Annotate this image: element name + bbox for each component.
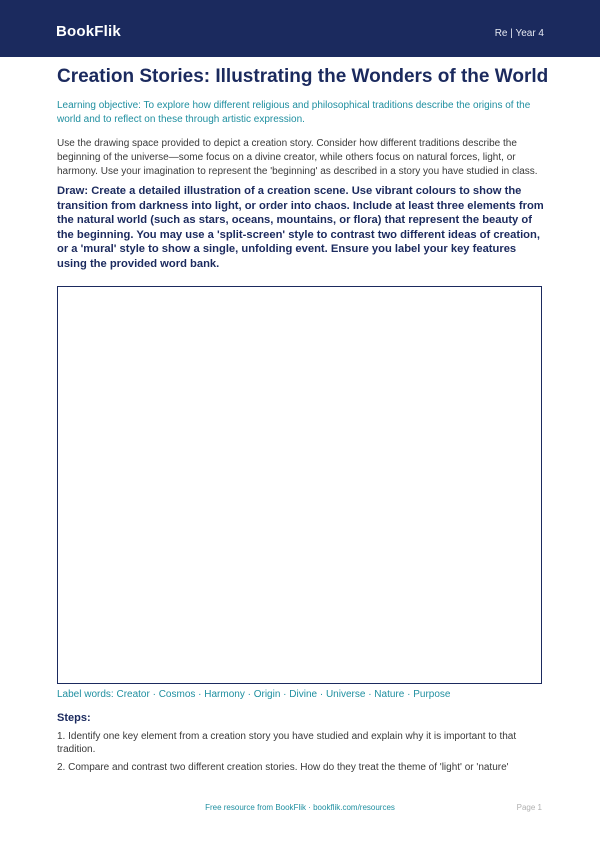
page-number: Page 1 [516, 803, 542, 812]
steps-heading: Steps: [57, 712, 91, 724]
drawing-area[interactable] [57, 286, 542, 684]
page-header [0, 0, 600, 57]
learning-objective: Learning objective: To explore how different religious and philosophical traditions describe the origins of the world and to reflect on these through artistic expression. [57, 100, 531, 125]
list-item: 2. Compare and contrast two different creation stories. How do they treat the theme of 'light' or 'nature' [57, 762, 509, 773]
brand-logo: BookFlik [56, 23, 121, 40]
draw-instruction: Draw: Create a detailed illustration of a creation scene. Use vibrant colours to show the transition from darkness into light, or order into chaos. Include at least three elements from the natural world (such as stars, oceans, mountains, or flora) that represent the beauty of the beginning. You may use a 'split-screen' style to contrast two different ideas of creation, or a 'mural' style to show a single, unfolding event. Ensure you label your key features using the provided word bank. [57, 185, 544, 270]
subject-year-label: Re | Year 4 [494, 28, 544, 39]
list-item: 1. Identify one key element from a creation story you have studied and explain why it is important to that tradition. [57, 731, 517, 755]
intro-paragraph: Use the drawing space provided to depict a creation story. Consider how different traditions describe the beginning of the universe—some focus on a divine creator, while others focus on natural forces, light, or harmony. Use your imagination to represent the 'beginning' as described in a story you have studied in class. [57, 138, 538, 177]
page-title: Creation Stories: Illustrating the Wonders of the World [57, 66, 549, 87]
word-bank: Label words: Creator · Cosmos · Harmony · Origin · Divine · Universe · Nature · Purpose [57, 689, 451, 700]
footer-resource-link[interactable]: Free resource from BookFlik · bookflik.com/resources [205, 803, 395, 812]
steps-list [57, 730, 547, 779]
